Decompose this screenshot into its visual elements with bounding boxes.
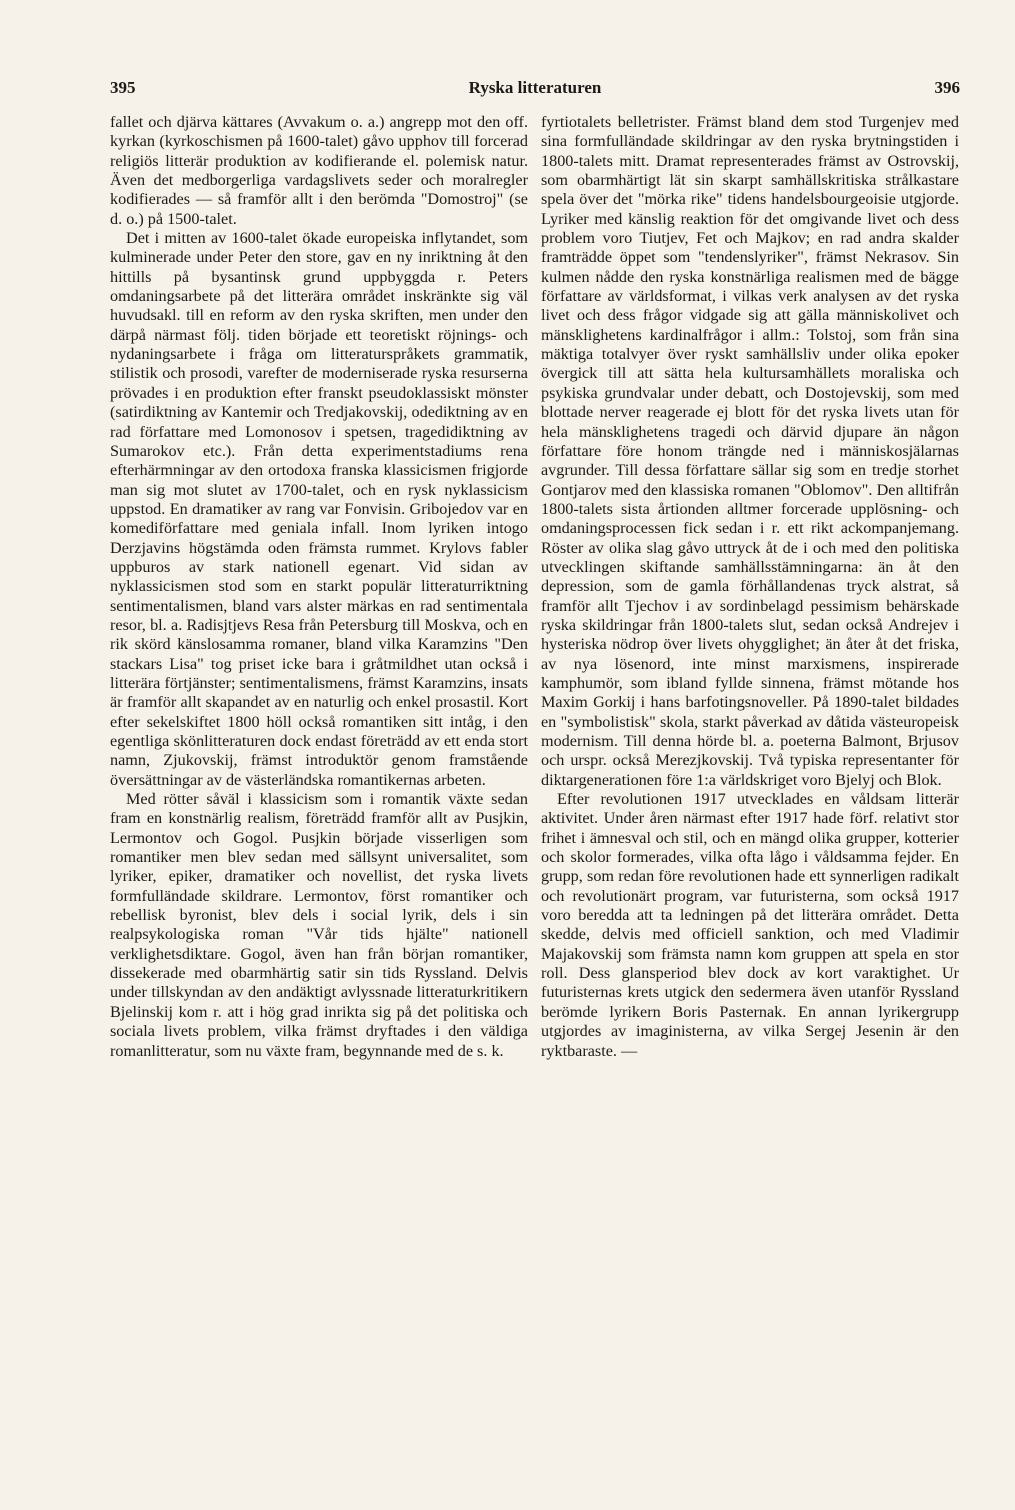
page-number-right: 396 [934, 78, 960, 97]
paragraph: Det i mitten av 1600-talet ökade europeiska inflytandet, som kulminerade under Peter den store, gav en ny inriktning åt den hittills på bysantinsk grund uppbyggda r. Peters omdaningsarbete på det litterära området inskränkte sig väl huvudsakl. till en reform av den ryska skriften, men under den därpå närmast följ. tiden började ett teoretiskt röjnings- och nydaningsarbete i fråga om litteraturspråkets grammatik, stilistik och prosodi, varefter de moderniserade ryska resurserna prövades i en produktion efter franskt pseudoklassiskt mönster (satirdiktning av Kantemir och Tredjakovskij, odediktning av en rad författare med Lomonosov i spetsen, tragedidiktning av Sumarokov etc.). Från detta experimentstadiums rena efterhärmningar av den ortodoxa franska klassicismen frigjorde man sig mot slutet av 1700-talet, och en rysk nyklassicism uppstod. En dramatiker av rang var Fonvisin. Gribojedov var en komediförfattare med geniala infall. Inom lyriken intogo Derzjavins högstämda oden främsta rummet. Krylovs fabler uppburos av stark nationell egenart. Vid sidan av nyklassicismen stod som en starkt populär litteraturriktning sentimentalismen, bland vars alster märkas en rad sentimentala resor, bl. a. Radisjtjevs Resa från Petersburg till Moskva, och en rik skörd känslosamma romaner, bland vilka Karamzins "Den stackars Lisa" tog priset icke bara i gråtmildhet utan också i litterära förtjänster; sentimentalismens, främst Karamzins, insats är framför allt skapandet av en naturlig och enkel prosastil. Kort efter sekelskiftet 1800 höll också romantiken sitt intåg, i den egentliga skönlitteraturen dock endast företrädd av ett enda stort namn, Zjukovskij, främst introduktör genom framstående översättningar av de västerländska romantikernas arbeten. [110, 229, 528, 789]
paragraph: Efter revolutionen 1917 utvecklades en våldsam litterär aktivitet. Under åren närmast efter 1917 hade förf. relativt stor frihet i ämnesval och stil, och en mängd olika grupper, kotterier och skolor formerades, vilka ofta lågo i våldsamma fejder. En grupp, som redan före revolutionen hade ett synnerligen radikalt och revolutionärt program, var futuristerna, som också 1917 voro beredda att ta ledningen på det litterära området. Detta skedde, delvis med officiell sanktion, och med Vladimir Majakovskij som främsta namn kom gruppen att spela en stor roll. Dess glansperiod blev dock av kort varaktighet. Ur futuristernas krets utgick den sedermera även utanför Ryssland berömde lyrikern Boris Pasternak. En annan lyrikergrupp utgjordes av imaginisterna, av vilka Sergej Jesenin är den ryktbaraste. — [541, 790, 959, 1060]
paragraph: Med rötter såväl i klassicism som i romantik växte sedan fram en konstnärlig realism, företrädd framför allt av Pusjkin, Lermontov och Gogol. Pusjkin började visserligen som romantiker men blev sedan med sällsynt universalitet, som lyriker, epiker, dramatiker och novellist, det ryska livets formfulländade skildrare. Lermontov, först romantiker och rebellisk byronist, blev dels i social lyrik, dels i sin realpsykologiska roman "Vår tids hjälte" nationell verklighetsdiktare. Gogol, även han från början romantiker, dissekerade med obarmhärtig satir sin tids Ryssland. Delvis under tillskyndan av den andäktigt avlyssnade litteraturkritikern Bjelinskij kom r. att i hög grad inrikta sig på det politiska och sociala livets problem, vilka främst dryftades i den väldiga romanlitteratur, som nu växte fram, begynnande med de s. k. [110, 790, 528, 1060]
paragraph: fyrtiotalets belletrister. Främst bland dem stod Turgenjev med sina formfulländade skildringar av den ryska brytningstiden i 1800-talets mitt. Dramat representerades främst av Ostrovskij, som obarmhärtigt lät sin skarpt samhällskritiska strålkastare spela över det "mörka rike" tidens handelsbourgeoisie utgjorde. Lyriker med känslig reaktion för det omgivande livet och dess problem voro Tiutjev, Fet och Majkov; en rad andra skalder framträdde öppet som "tendenslyriker", främst Nekrasov. Sin kulmen nådde den ryska konstnärliga realismen med de bägge författare av världsformat, i vilkas verk analysen av det ryska livet och dess frågor vidgade sig att gälla människolivet och mänsklighetens kardinalfrågor i allm.: Tolstoj, som från sina mäktiga totalvyer över ryskt samhällsliv under olika epoker övergick till att sätta hela kultursamhällets moraliska och psykiska grundvalar under debatt, och Dostojevskij, som med blottade nerver reagerade ej blott för det ryska livets utan för hela mänsklighetens tragedi och därvid djupare än någon författare före honom trängde ned i människosjälarnas avgrunder. Till dessa författare sällar sig som en tredje storhet Gontjarov med den klassiska romanen "Oblomov". Den alltifrån 1800-talets sista årtionden alltmer forcerade upplösning- och omdaningsprocessen fick sedan i r. ett rikt ackompanjemang. Röster av olika slag gåvo uttryck åt de i och med den politiska utvecklingen skiftande samhällsstämningarna: än åt den depression, som de gamla förhållandenas tryck alstrat, så framför allt Tjechov i av sordinbelagd pessimism behärskade ryska skildringar från 1800-talets slut, sedan också Andrejev i hysteriska nödrop över livets ohygglighet; än åter åt det friska, av nya lösenord, inte minst marxismens, inspirerade kamphumör, som ibland fyllde sinnena, främst mötande hos Maxim Gorkij i hans barfotingsnoveller. På 1890-talet bildades en "symbolistisk" skola, starkt påverkad av dåtida västeuropeisk modernism. Till denna hörde bl. a. poeterna Balmont, Brjusov och urspr. också Merezjkovskij. Två typiska representanter för diktargenerationen före 1:a världskriget voro Bjelyj och Blok. [541, 113, 959, 789]
page-number-left: 395 [110, 78, 136, 97]
paragraph: fallet och djärva kättares (Avvakum o. a.) angrepp mot den off. kyrkan (kyrkoschismen på 1600-talet) gåvo upphov till forcerad religiös litterär produktion av kodifierande el. polemisk natur. Även det medborgerliga vardagslivets seder och moralregler kodifierades — så framför allt i den berömda "Domostroj" (se d. o.) på 1500-talet. [110, 113, 528, 228]
running-title: Ryska litteraturen [468, 78, 602, 97]
page-header [110, 78, 960, 104]
right-column [541, 113, 959, 1061]
left-column [110, 113, 528, 1061]
